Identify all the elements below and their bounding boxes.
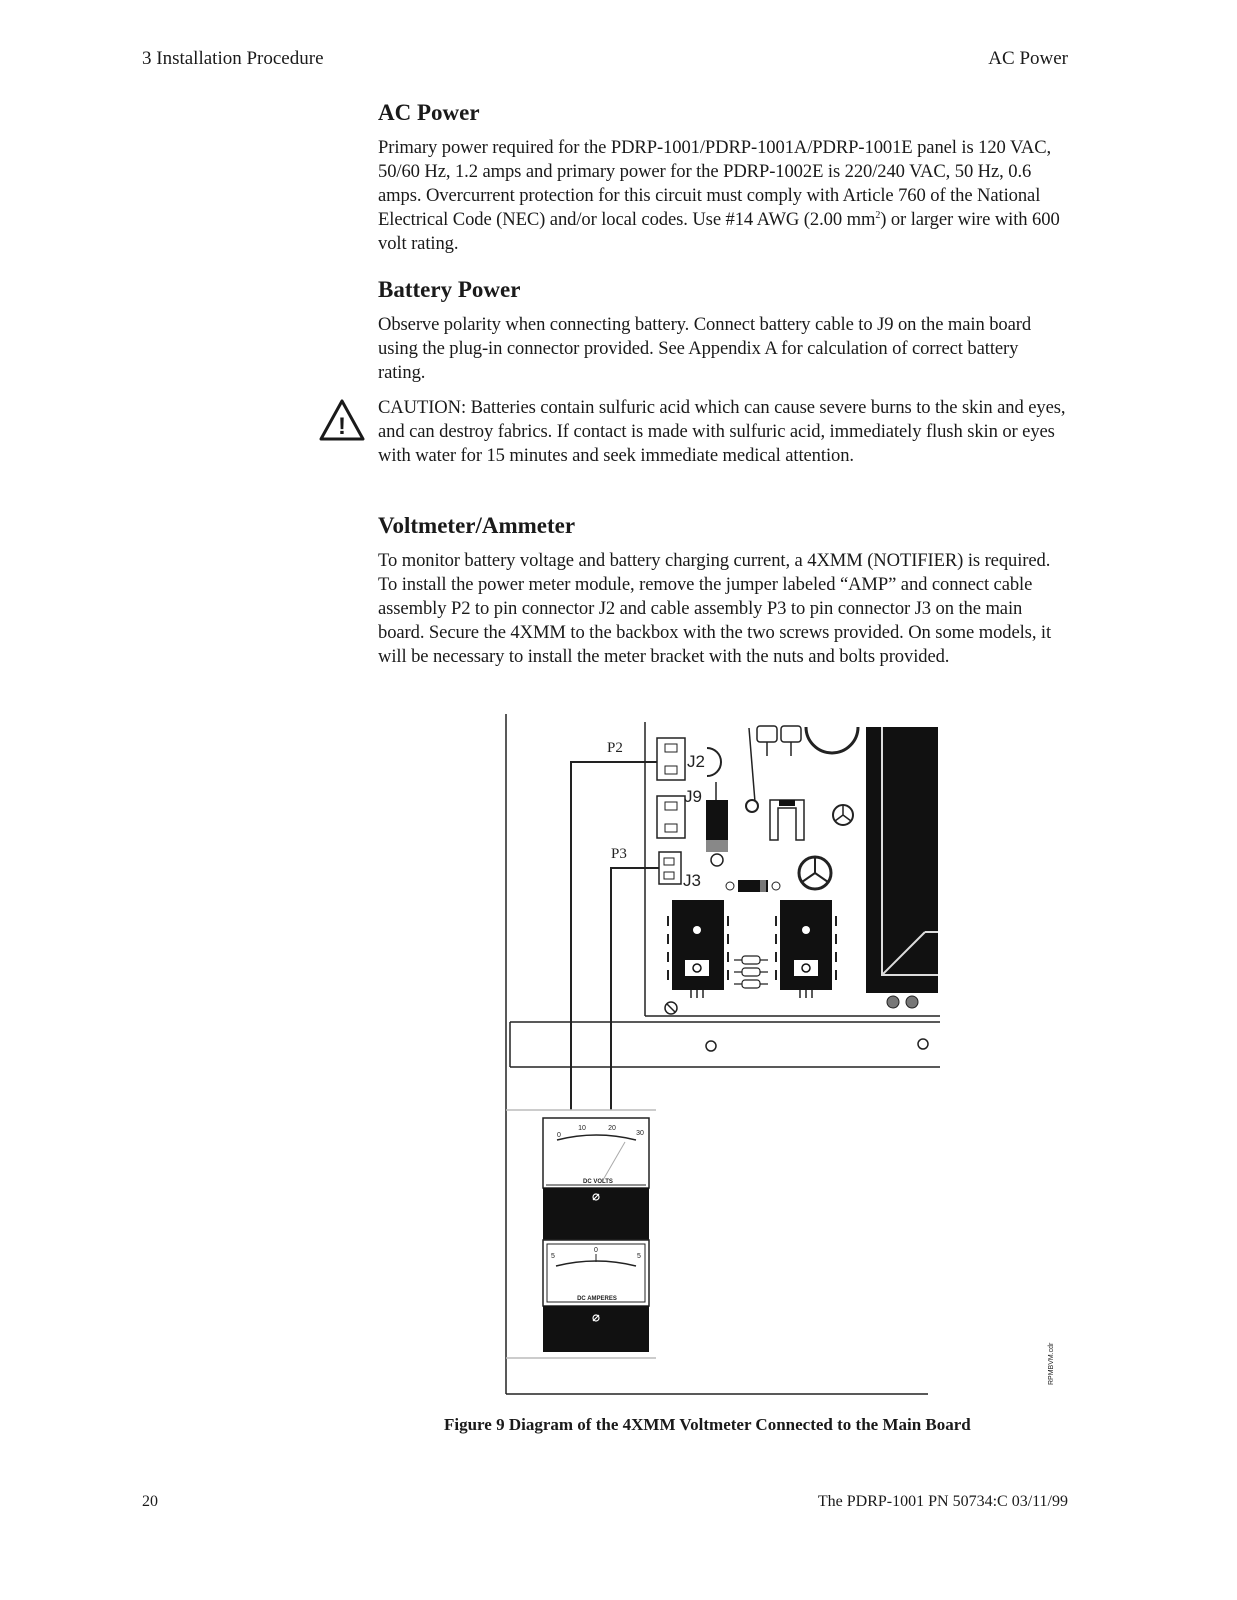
label-j2: J2 <box>687 752 705 771</box>
amp-tick-right-5: 5 <box>637 1253 641 1260</box>
figure-caption: Figure 9 Diagram of the 4XMM Voltmeter Connected to the Main Board <box>444 1415 971 1434</box>
amp-tick-left-5: 5 <box>551 1253 555 1260</box>
label-p2: P2 <box>607 740 623 756</box>
caution-block <box>378 396 1070 468</box>
caution-warning-icon <box>318 398 366 442</box>
svg-text:!: ! <box>338 413 346 440</box>
volt-tick-10: 10 <box>578 1125 586 1132</box>
running-header-right: AC Power <box>988 48 1068 69</box>
amp-tick-0: 0 <box>594 1247 598 1254</box>
volt-scale-label: DC VOLTS <box>583 1179 613 1185</box>
section-title-ac-power: AC Power <box>378 100 480 125</box>
volt-tick-20: 20 <box>608 1125 616 1132</box>
main-content <box>378 100 1070 256</box>
volt-tick-0: 0 <box>557 1132 561 1139</box>
ac-power-paragraph: Primary power required for the PDRP-1001/PDRP-1001A/PDRP-1001E panel is 120 VAC, 50/60 Hz, 1.2 amps and primary power for the PDRP-1002E is 220/240 VAC, 50 Hz, 0.6 amps. Overcurrent protection for this circuit must comply with Article 760 of the National Electrical Code (NEC) and/or local codes. Use #14 AWG (2.00 $mm^2$) or larger wire with 600 volt rating. <box>378 137 1060 254</box>
label-p3: P3 <box>611 846 627 862</box>
figure-4xmm-diagram <box>500 710 1070 1400</box>
volt-tick-30: 30 <box>636 1130 644 1137</box>
running-header-left: 3 Installation Procedure <box>142 48 324 69</box>
battery-section <box>378 277 1070 385</box>
voltmeter-paragraph: To monitor battery voltage and battery charging current, a 4XMM (NOTIFIER) is required. To install the power meter module, remove the jumper labeled “AMP” and connect cable assembly P2 to pin connector J2 and cable assembly P3 to pin connector J3 on the main board. Secure the 4XMM to the backbox with the two screws provided. On some models, it will be necessary to install the meter bracket with the nuts and bolts provided. <box>378 550 1052 667</box>
label-j9: J9 <box>684 787 702 806</box>
section-title-voltmeter-ammeter: Voltmeter/Ammeter <box>378 513 576 538</box>
figure-file-id: RPMBVM.cdr <box>1048 1342 1055 1385</box>
amp-scale-label: DC AMPERES <box>577 1296 617 1302</box>
label-j3: J3 <box>683 871 701 890</box>
voltmeter-section <box>378 513 1070 669</box>
caution-paragraph: CAUTION: Batteries contain sulfuric acid which can cause severe burns to the skin and eyes, and can destroy fabrics. If contact is made with sulfuric acid, immediately flush skin or eyes with water for 15 minutes and seek immediate medical attention. <box>378 397 1066 466</box>
battery-paragraph: Observe polarity when connecting battery. Connect battery cable to J9 on the main board using the plug-in connector provided. See Appendix A for calculation of correct battery rating. <box>378 314 1032 383</box>
section-title-battery-power: Battery Power <box>378 277 521 302</box>
footer-document-id: The PDRP-1001 PN 50734:C 03/11/99 <box>817 1493 1068 1510</box>
page-number: 20 <box>142 1493 158 1510</box>
